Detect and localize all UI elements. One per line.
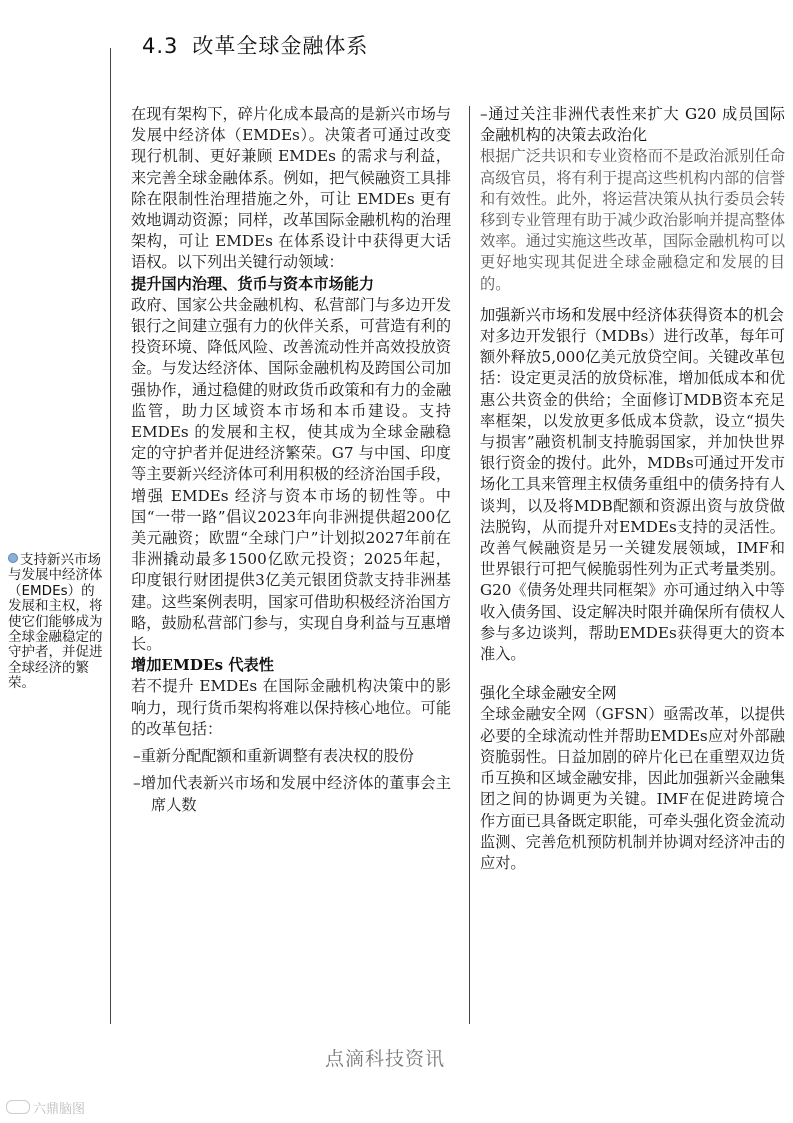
left-column	[131, 104, 451, 816]
heading-safety-net: 强化全球金融安全网	[480, 684, 617, 703]
section-number: 4.3	[142, 34, 179, 58]
logo-icon	[6, 1100, 30, 1114]
intro-paragraph: 在现有架构下，碎片化成本最高的是新兴市场与发展中经济体（EMDEs）。决策者可通过改变现行机制、更好兼顾 EMDEs 的需求与利益，来完善全球金融体系。例如，把气候融资工具排除在限制性治理措施之外，可让 EMDEs 更有效地调动资源；同样，改革国际金融机构的治理架构，可让 EMDEs 在体系设计中获得更大话语权。以下列出关键行动领域：	[131, 105, 451, 272]
heading-g20-depoliticize: –通过关注非洲代表性来扩大 G20 成员国际金融机构的决策去政治化	[480, 105, 785, 145]
heading-emdes-representation: 增加EMDEs 代表性	[131, 656, 274, 675]
reform-item-board-chairs: –增加代表新兴市场和发展中经济体的董事会主席人数	[133, 774, 451, 814]
watermark: 点滴科技资讯	[325, 1048, 446, 1070]
paragraph-depoliticize: 根据广泛共识和专业资格而不是政治派别任命高级官员，将有利于提高这些机构内部的信誉和有效性。此外，将运营决策从执行委员会转移到专业管理有助于减少政治影响并提高整体效率。通过实施这些改革，国际金融机构可以更好地实现其促进全球金融稳定和发展的目的。	[480, 147, 785, 293]
center-divider	[469, 106, 470, 1024]
heading-domestic-governance: 提升国内治理、货币与资本市场能力	[131, 274, 374, 293]
paragraph-capital-access: 对多边开发银行（MDBs）进行改革，每年可额外释放5,000亿美元放贷空间。关键改革包括：设定更灵活的放贷标准，增加低成本和优惠公共资金的供给；全面修订MDB资本充足率框架，以发放更多低成本贷款，设立“损失与损害”融资机制支持脆弱国家，并加快世界银行资金的拨付。此外，MDBs可通过开发市场化工具来管理主权债务重组中的债务持有人谈判，以及将MDB配额和资源出资与放贷做法脱钩，从而提升对EMDEs支持的灵活性。改善气候融资是另一关键发展领域，IMF和世界银行可把气候脆弱性列为正式考量类别。G20《债务处理共同框架》亦可通过纳入中等收入债务国、设定解决时限并确保所有债权人参与多边谈判，帮助EMDEs获得更大的资本准入。	[480, 327, 785, 664]
section-heading	[142, 30, 368, 60]
section-title: 改革全球金融体系	[192, 34, 369, 58]
bullet-dot-icon	[8, 553, 18, 563]
sidenote-text: 支持新兴市场与发展中经济体（EMDEs）的发展和主权，将使它们能够成为全球金融稳定的守护者，并促进全球经济的繁荣。	[8, 552, 103, 692]
corner-logo	[6, 1098, 85, 1117]
corner-logo-text: 六鼎脑图	[33, 1102, 86, 1117]
left-divider	[110, 48, 111, 1024]
paragraph-emdes-representation: 若不提升 EMDEs 在国际金融机构决策中的影响力，现行货币架构将难以保持核心地位。可能的改革包括：	[131, 677, 451, 738]
paragraph-domestic-governance: 政府、国家公共金融机构、私营部门与多边开发银行之间建立强有力的伙伴关系，可营造有利的投资环境、降低风险、改善流动性并高效投放资金。与发达经济体、国际金融机构及跨国公司加强协作，通过稳健的财政货币政策和有力的金融监管，助力区域资本市场和本币建设。支持 EMDEs 的发展和主权，使其成为全球金融稳定的守护者并促进经济繁荣。G7 与中国、印度等主要新兴经济体可利用积极的经济治国手段，增强 EMDEs 经济与资本市场的韧性等。中国“一带一路”倡议2023年向非洲提供超200亿美元融资；欧盟“全球门户”计划拟2027年前在非洲撬动最多1500亿欧元投资；2025年起，印度银行财团提供3亿美元银团贷款支持非洲基建。这些案例表明，国家可借助积极经济治国方略，鼓励私营部门参与，实现自身利益与互惠增长。	[131, 295, 451, 654]
reform-item-quotas: –重新分配配额和重新调整有表决权的股份	[133, 747, 414, 766]
heading-capital-access: 加强新兴市场和发展中经济体获得资本的机会	[480, 305, 784, 324]
paragraph-safety-net: 全球金融安全网（GFSN）亟需改革，以提供必要的全球流动性并帮助EMDEs应对外部融资脆弱性。日益加剧的碎片化已在重塑双边货币互换和区域金融安排，因此加强新兴金融集团之间的协调更为关键。IMF在促进跨境合作方面已具备既定职能，可牵头强化资金流动监测、完善危机预防机制并协调对经济冲击的应对。	[480, 705, 785, 872]
right-column	[480, 104, 785, 874]
sidenote	[8, 553, 104, 692]
